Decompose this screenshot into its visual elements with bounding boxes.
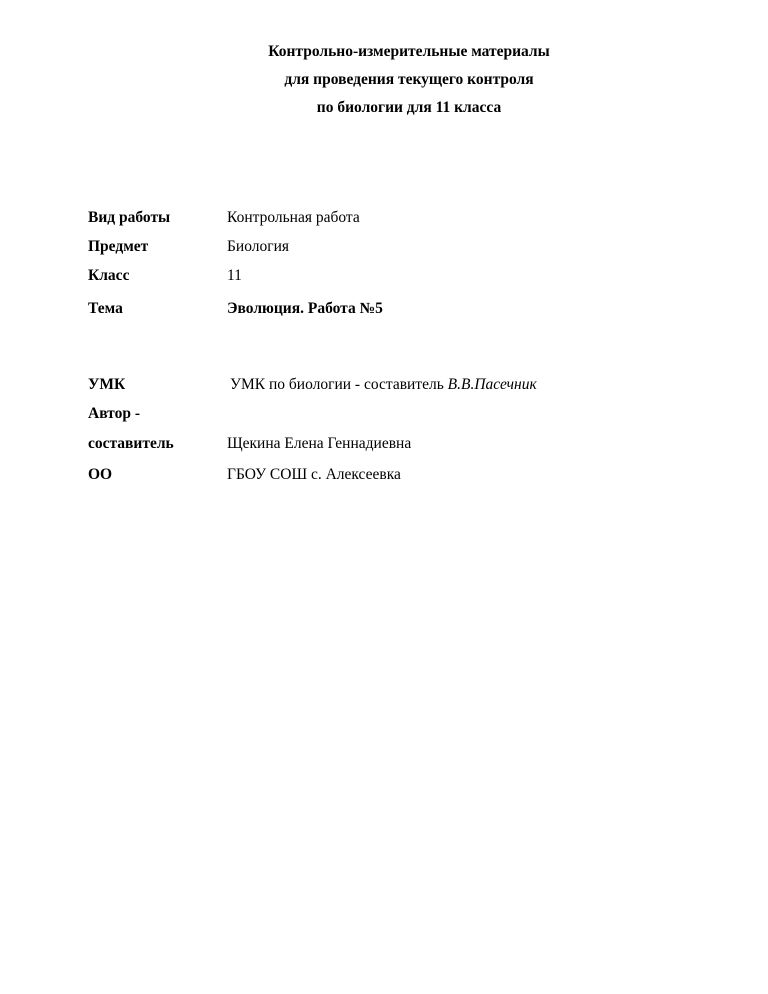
- row-grade: [88, 264, 748, 288]
- grade-label: Класс: [88, 267, 130, 284]
- row-work-type: [88, 206, 748, 230]
- row-umk: [88, 373, 748, 397]
- row-topic: [88, 297, 748, 321]
- author-label-line2: составитель: [88, 435, 174, 452]
- row-organization: [88, 463, 748, 487]
- organization-value: ГБОУ СОШ с. Алексеевка: [227, 466, 401, 483]
- title-line-2: для проведения текущего контроля: [284, 71, 534, 88]
- row-author-label-line1: [88, 402, 748, 426]
- title-line-3: по биологии для 11 класса: [316, 99, 502, 116]
- umk-value: [230, 373, 537, 397]
- document-title: [0, 38, 768, 122]
- author-label-line1: Автор -: [88, 405, 140, 422]
- subject-label: Предмет: [88, 238, 149, 255]
- grade-value: 11: [227, 267, 242, 284]
- row-subject: [88, 235, 748, 259]
- work-type-value: Контрольная работа: [227, 209, 360, 226]
- title-line-1: Контрольно-измерительные материалы: [268, 43, 550, 60]
- work-type-label: Вид работы: [88, 209, 171, 226]
- umk-author-name: В.В.Пасечник: [447, 376, 537, 393]
- subject-value: Биология: [227, 238, 290, 255]
- topic-value: Эволюция. Работа №5: [227, 300, 383, 317]
- umk-value-prefix: УМК по биологии - составитель: [230, 376, 448, 393]
- author-value: Щекина Елена Геннадиевна: [227, 435, 412, 452]
- umk-label: УМК: [88, 376, 126, 393]
- organization-label: ОО: [88, 466, 113, 483]
- row-author: [88, 432, 748, 456]
- topic-label: Тема: [88, 300, 123, 317]
